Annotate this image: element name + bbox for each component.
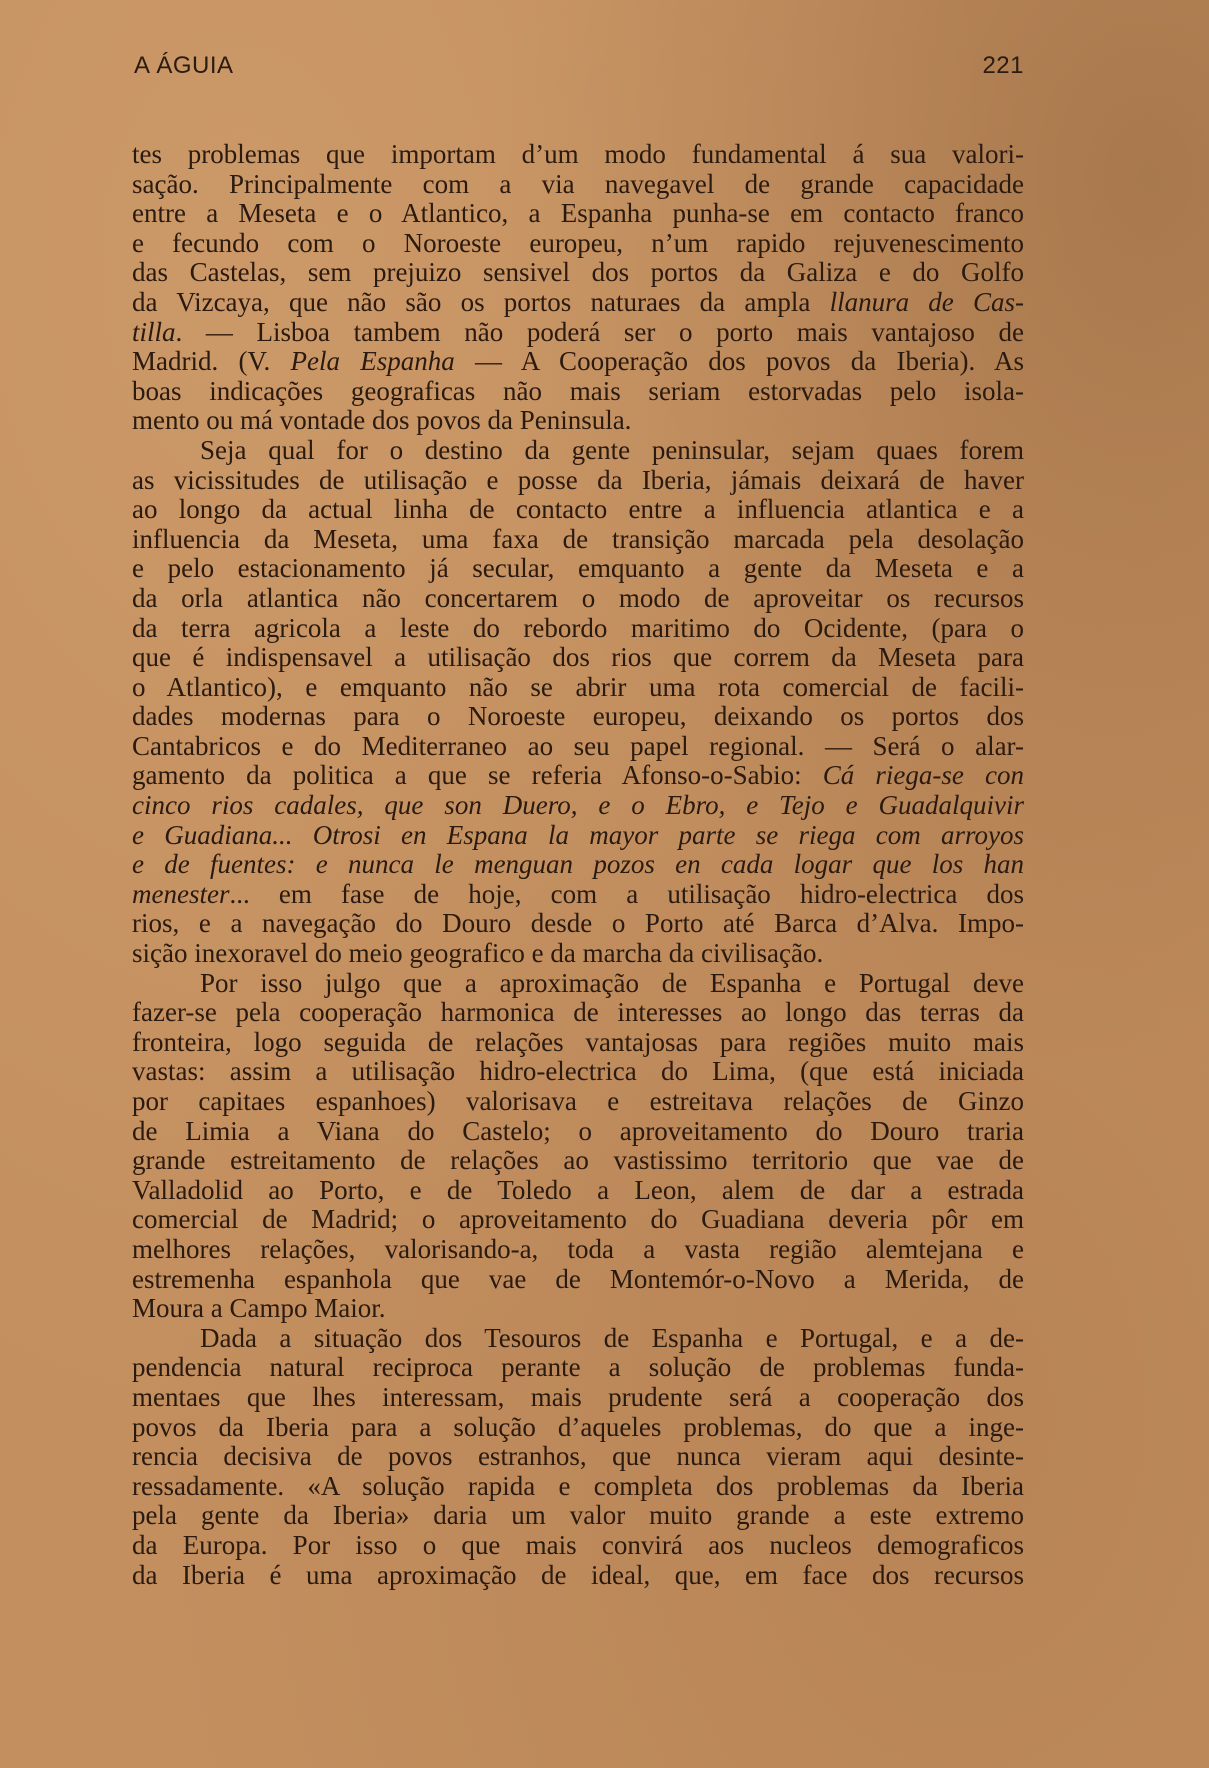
text-segment: Cantabricos e do Mediterraneo ao seu papel regional. — Será o alar- (132, 730, 1024, 761)
text-segment: boas indicações geograficas não mais seriam estorvadas pelo isola- (132, 375, 1024, 406)
running-head (134, 52, 1024, 92)
text-segment: o Atlantico), e emquanto não se abrir uma rota comercial de facili- (132, 671, 1024, 702)
text-line (132, 258, 1024, 288)
text-line (132, 288, 1024, 318)
text-line (132, 406, 1024, 436)
italic-text: e Guadiana... Otrosi en Espana la mayor parte se riega com arroyos (132, 819, 1024, 850)
text-line (132, 1146, 1024, 1176)
text-line (132, 1117, 1024, 1147)
text-segment: Madrid. (V. (132, 346, 291, 377)
text-segment: e fecundo com o Noroeste europeu, n’um rapido rejuvenescimento (132, 227, 1024, 258)
text-segment: — A Cooperação dos povos da Iberia). As (454, 346, 1024, 377)
text-line (132, 614, 1024, 644)
italic-text: menester (132, 878, 230, 909)
italic-text: Pela Espanha (290, 346, 455, 377)
text-segment: da Vizcaya, que não são os portos naturaes da ampla (132, 286, 830, 317)
text-segment: da Europa. Por isso o que mais convirá aos nucleos demograficos (132, 1529, 1024, 1560)
text-segment: grande estreitamento de relações ao vastissimo territorio que vae de (132, 1145, 1024, 1176)
text-line (132, 525, 1024, 555)
text-segment: ressadamente. «A solução rapida e completa dos problemas da Iberia (132, 1470, 1024, 1501)
text-segment: Valladolid ao Porto, e de Toledo a Leon, alem de dar a estrada (132, 1174, 1024, 1205)
text-line (132, 584, 1024, 614)
text-line (132, 969, 1024, 999)
journal-title: A ÁGUIA (134, 52, 234, 79)
text-line (132, 199, 1024, 229)
text-segment: de Limia a Viana do Castelo; o aproveitamento do Douro traria (132, 1115, 1024, 1146)
italic-text: llanura de Cas- (829, 286, 1024, 317)
text-line (132, 495, 1024, 525)
text-line (132, 1531, 1024, 1561)
text-segment: Moura a Campo Maior. (132, 1293, 386, 1324)
text-segment: povos da Iberia para a solução d’aqueles problemas, do que a inge- (132, 1411, 1024, 1442)
italic-text: cinco rios cadales, que son Duero, e o Ebro, e Tejo e Guadalquivir (132, 790, 1024, 821)
text-segment: tes problemas que importam d’um modo fundamental á sua valori- (132, 139, 1024, 169)
text-segment: pendencia natural reciproca perante a solução de problemas funda- (132, 1352, 1024, 1383)
text-segment: fronteira, logo seguida de relações vantajosas para regiões muito mais (132, 1026, 1024, 1057)
text-segment: da terra agricola a leste do rebordo maritimo do Ocidente, (para o (132, 612, 1024, 643)
text-line (132, 1501, 1024, 1531)
text-line (132, 1324, 1024, 1354)
text-line (132, 140, 1024, 170)
text-line (132, 1353, 1024, 1383)
text-line (132, 1057, 1024, 1087)
text-line (132, 554, 1024, 584)
text-line (132, 880, 1024, 910)
text-line (132, 732, 1024, 762)
text-line (132, 436, 1024, 466)
text-segment: comercial de Madrid; o aproveitamento do Guadiana deveria pôr em (132, 1204, 1024, 1235)
text-line (132, 1087, 1024, 1117)
text-line (132, 377, 1024, 407)
text-line (132, 939, 1024, 969)
text-segment: . — Lisboa tambem não poderá ser o porto mais vantajoso de (175, 316, 1024, 347)
text-segment: Por isso julgo que a aproximação de Espanha e Portugal deve (200, 967, 1024, 998)
text-segment: rencia decisiva de povos estranhos, que nunca vieram aqui desinte- (132, 1441, 1024, 1472)
italic-text: Cá riega-se con (822, 760, 1025, 791)
text-line (132, 1205, 1024, 1235)
text-segment: mento ou má vontade dos povos da Peninsula. (132, 405, 632, 436)
text-segment: vastas: assim a utilisação hidro-electrica do Lima, (que está iniciada (132, 1056, 1024, 1087)
text-segment: dades modernas para o Noroeste europeu, deixando os portos dos (132, 701, 1024, 732)
text-segment: entre a Meseta e o Atlantico, a Espanha punha-se em contacto franco (132, 198, 1024, 229)
text-line (132, 1235, 1024, 1265)
text-line (132, 702, 1024, 732)
italic-text: tilla (132, 316, 176, 347)
text-segment: estremenha espanhola que vae de Montemór-o-Novo a Merida, de (132, 1263, 1024, 1294)
text-segment: por capitaes espanhoes) valorisava e estreitava relações de Ginzo (132, 1086, 1024, 1116)
text-segment: Seja qual for o destino da gente peninsular, sejam quaes forem (200, 434, 1024, 465)
text-line (132, 909, 1024, 939)
text-line (132, 1561, 1024, 1591)
text-line (132, 347, 1024, 377)
text-segment: e pelo estacionamento já secular, emquanto a gente da Meseta e a (132, 553, 1024, 584)
text-line (132, 229, 1024, 259)
page-number: 221 (982, 52, 1024, 79)
text-segment: sação. Principalmente com a via navegavel de grande capacidade (132, 168, 1024, 199)
text-segment: influencia da Meseta, uma faxa de transição marcada pela desolação (132, 523, 1024, 554)
text-line (132, 1176, 1024, 1206)
text-line (132, 791, 1024, 821)
text-line (132, 998, 1024, 1028)
text-segment: fazer-se pela cooperação harmonica de interesses ao longo das terras da (132, 997, 1024, 1028)
text-segment: ao longo da actual linha de contacto entre a influencia atlantica e a (132, 494, 1024, 525)
text-segment: rios, e a navegação do Douro desde o Porto até Barca d’Alva. Impo- (132, 908, 1024, 939)
text-line (132, 761, 1024, 791)
text-line (132, 643, 1024, 673)
text-line (132, 673, 1024, 703)
text-segment: sição inexoravel do meio geografico e da marcha da civilisação. (132, 938, 824, 969)
text-line (132, 1442, 1024, 1472)
text-segment: Dada a situação dos Tesouros de Espanha e Portugal, e a de- (200, 1322, 1024, 1353)
text-line (132, 1028, 1024, 1058)
text-line (132, 1265, 1024, 1295)
text-line (132, 850, 1024, 880)
text-line (132, 318, 1024, 348)
text-line (132, 466, 1024, 496)
text-segment: ... em fase de hoje, com a utilisação hidro-electrica dos (229, 878, 1024, 909)
text-segment: melhores relações, valorisando-a, toda a vasta região alemtejana e (132, 1233, 1024, 1264)
text-line (132, 1383, 1024, 1413)
text-line (132, 1413, 1024, 1443)
text-line (132, 1294, 1024, 1324)
text-line (132, 1472, 1024, 1502)
italic-text: e de fuentes: e nunca le menguan pozos en cada logar que los han (132, 849, 1024, 880)
text-line (132, 821, 1024, 851)
text-segment: da Iberia é uma aproximação de ideal, que, em face dos recursos (132, 1559, 1024, 1590)
text-segment: pela gente da Iberia» daria um valor muito grande a este extremo (132, 1500, 1024, 1531)
text-segment: gamento da politica a que se referia Afonso-o-Sabio: (132, 760, 823, 791)
body-text (132, 140, 1024, 1590)
text-segment: da orla atlantica não concertarem o modo de aproveitar os recursos (132, 582, 1024, 613)
text-line (132, 170, 1024, 200)
text-segment: que é indispensavel a utilisação dos rios que correm da Meseta para (132, 642, 1024, 673)
text-segment: mentaes que lhes interessam, mais prudente será a cooperação dos (132, 1381, 1024, 1412)
text-segment: as vicissitudes de utilisação e posse da Iberia, jámais deixará de haver (132, 464, 1024, 495)
text-segment: das Castelas, sem prejuizo sensivel dos portos da Galiza e do Golfo (132, 257, 1024, 288)
